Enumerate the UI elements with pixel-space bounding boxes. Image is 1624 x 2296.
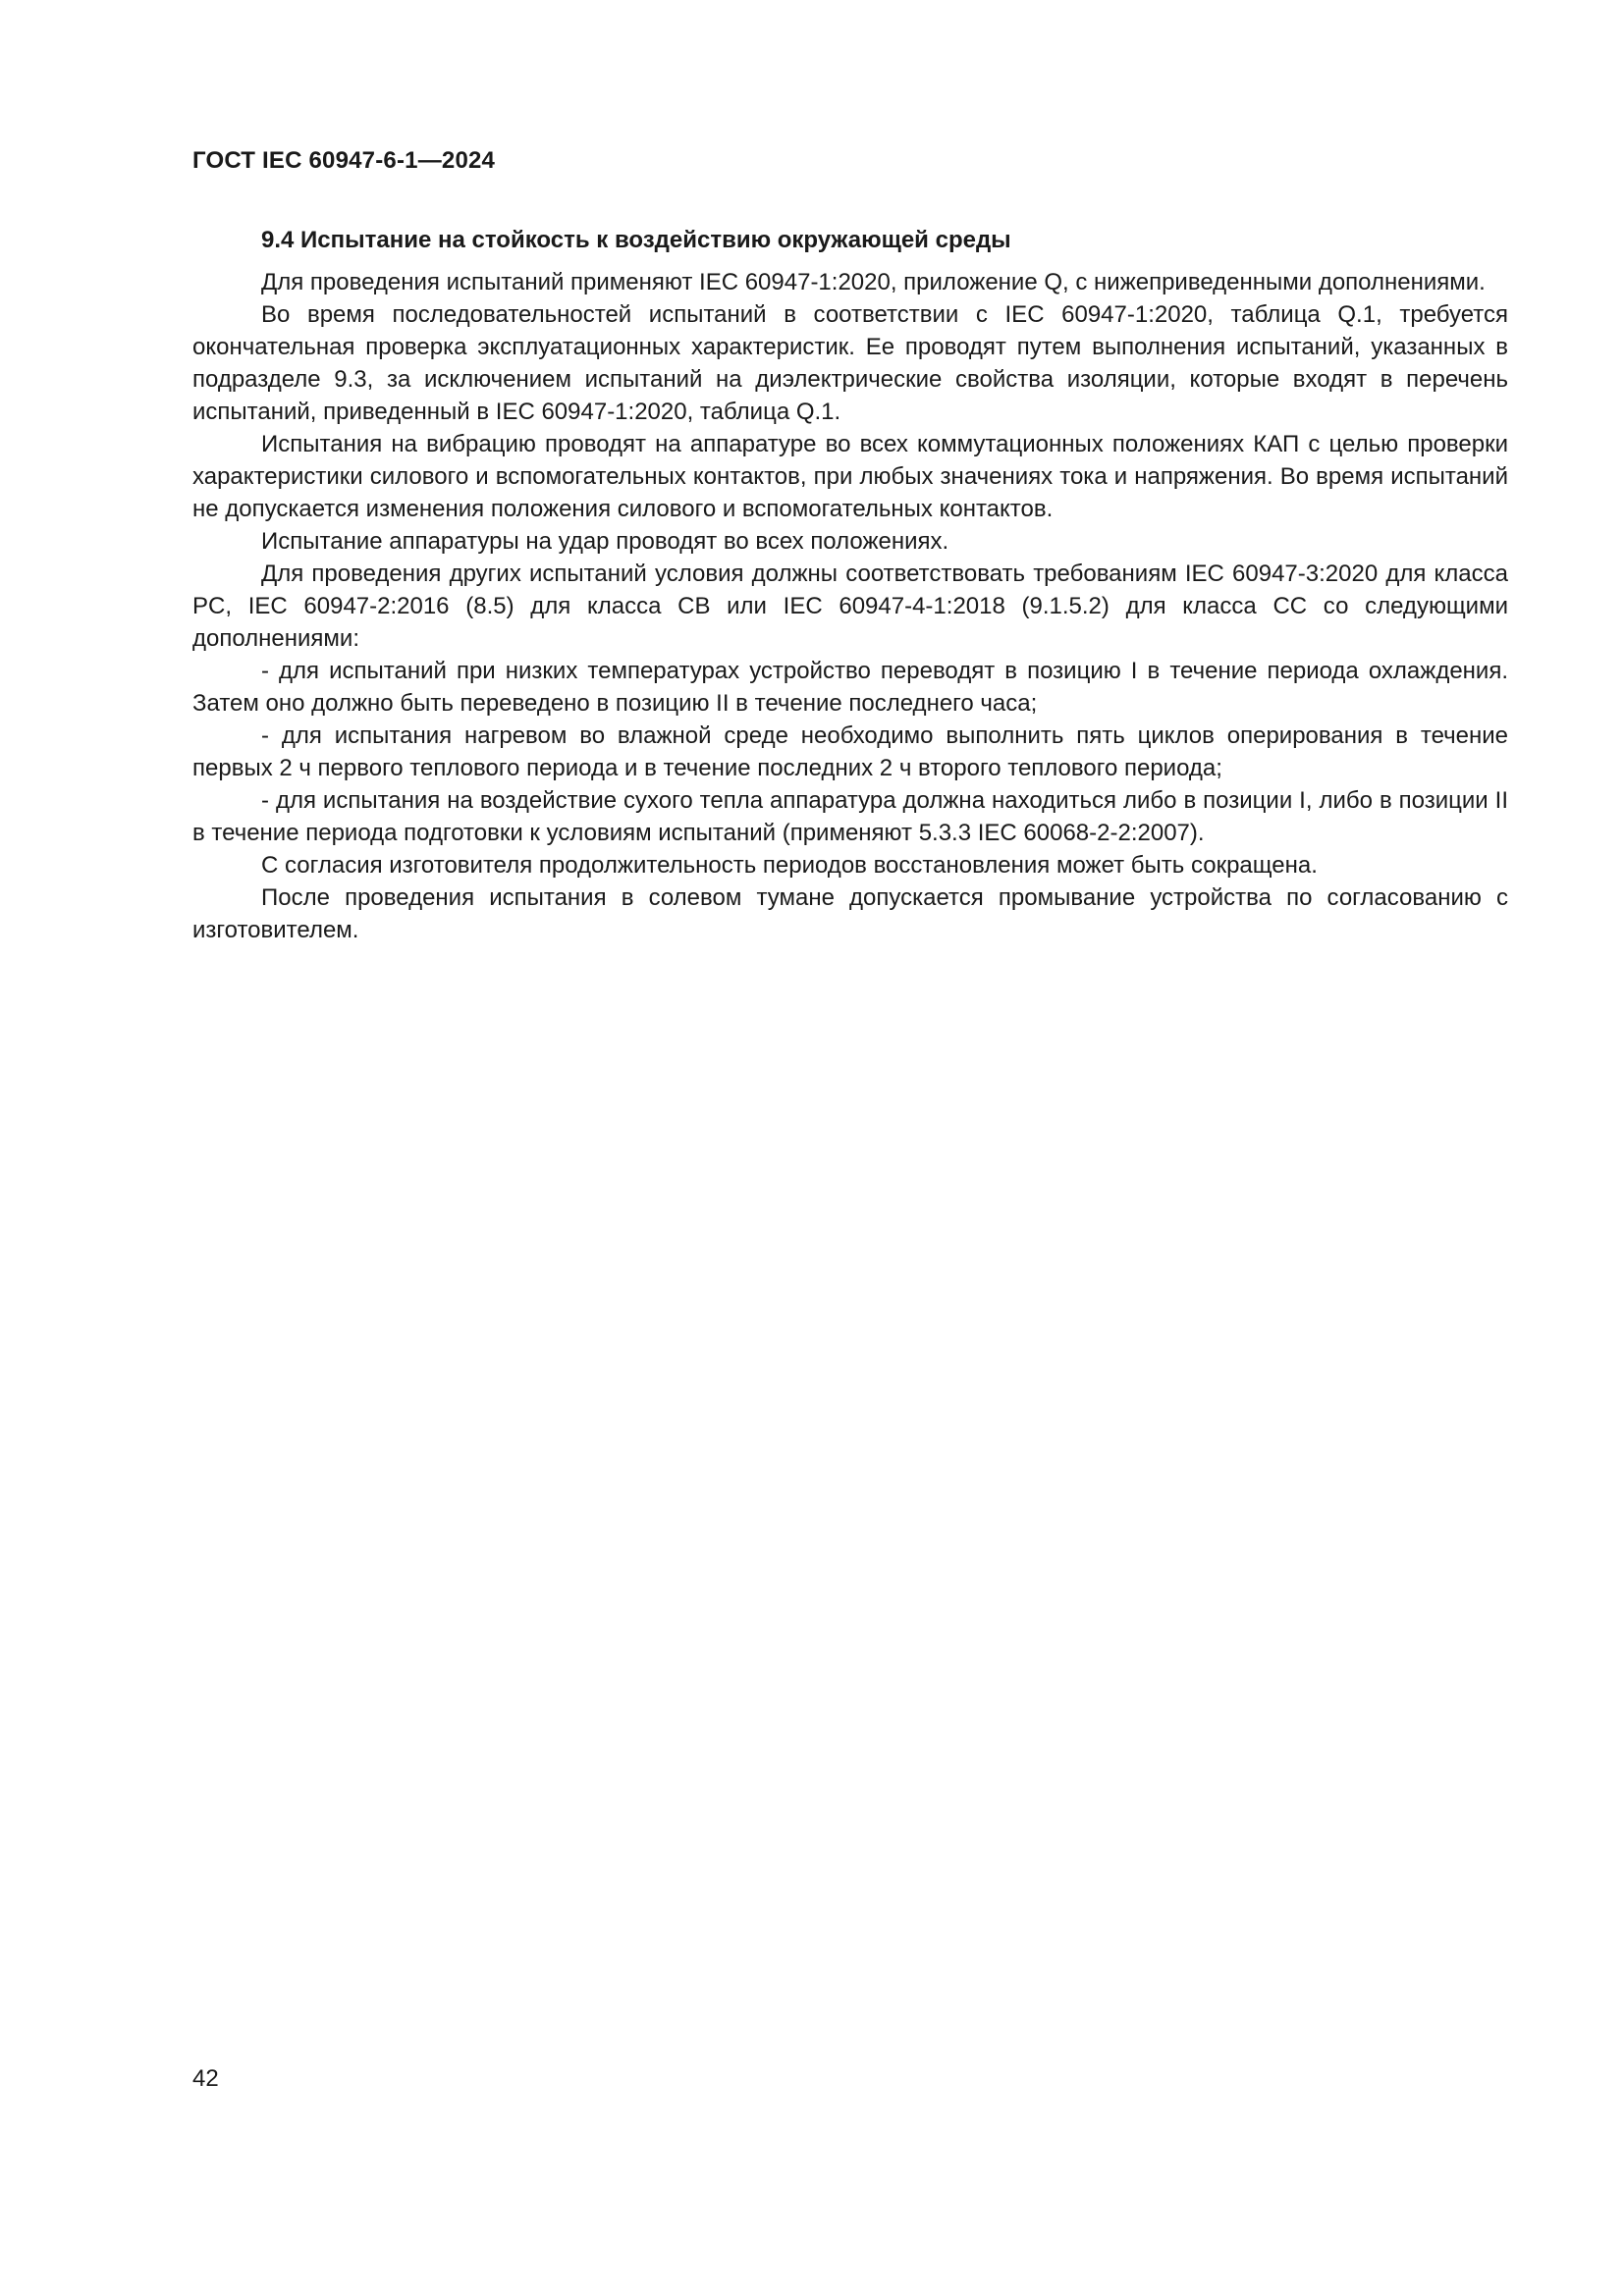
- paragraph: Для проведения испытаний применяют IEC 60947-1:2020, приложение Q, с нижеприведенными дополнениями.: [261, 269, 1486, 295]
- list-item: - для испытаний при низких температурах устройство переводят в позицию I в течение периода охлаждения. Затем оно должно быть переведено в позицию II в течение последнего часа;: [192, 658, 1508, 717]
- paragraph: Во время последовательностей испытаний в соответствии с IEC 60947-1:2020, таблица Q.1, требуется окончательная проверка эксплуатационных характеристик. Ее проводят путем выполнения испытаний, указанных в подразделе 9.3, за исключением испытаний на диэлектрические свойства изоляции, которые входят в перечень испытаний, приведенный в IEC 60947-1:2020, таблица Q.1.: [192, 301, 1508, 425]
- page-number: 42: [192, 2065, 219, 2092]
- paragraph: Испытания на вибрацию проводят на аппаратуре во всех коммутационных положениях КАП с целью проверки характеристики силового и вспомогательных контактов, при любых значениях тока и напряжения. Во время испытаний не допускается изменения положения силового и вспомогательных контактов.: [192, 431, 1508, 522]
- section-title: 9.4 Испытание на стойкость к воздействию окружающей среды: [261, 227, 1011, 253]
- document-header: ГОСТ IEC 60947-6-1—2024: [192, 147, 496, 174]
- paragraph: После проведения испытания в солевом тумане допускается промывание устройства по согласованию с изготовителем.: [192, 884, 1508, 943]
- section-content: [192, 224, 1508, 946]
- paragraph: Испытание аппаратуры на удар проводят во всех положениях.: [261, 528, 949, 555]
- list-item: - для испытания на воздействие сухого тепла аппаратура должна находиться либо в позиции I, либо в позиции II в течение периода подготовки к условиям испытаний (применяют 5.3.3 IEC 60068-2-2:2007).: [192, 787, 1508, 846]
- paragraph: Для проведения других испытаний условия должны соответствовать требованиям IEC 60947-3:2020 для класса PC, IEC 60947-2:2016 (8.5) для класса CB или IEC 60947-4-1:2018 (9.1.5.2) для класса CC со следующими дополнениями:: [192, 561, 1508, 652]
- paragraph: С согласия изготовителя продолжительность периодов восстановления может быть сокращена.: [261, 852, 1318, 879]
- list-item: - для испытания нагревом во влажной среде необходимо выполнить пять циклов оперирования в течение первых 2 ч первого теплового периода и в течение последних 2 ч второго теплового периода;: [192, 722, 1508, 781]
